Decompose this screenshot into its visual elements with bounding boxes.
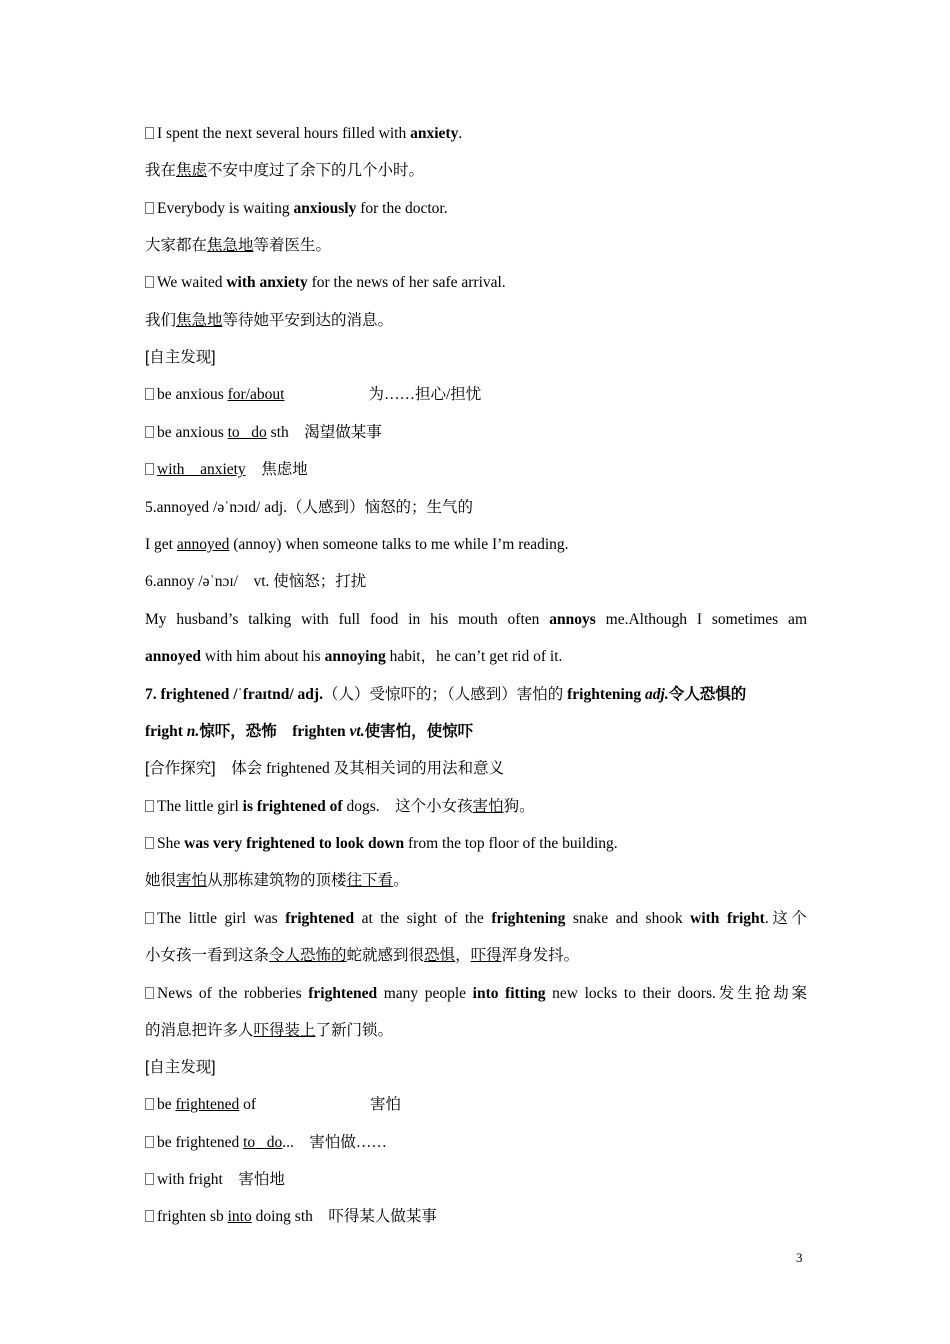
bullet-box-icon — [145, 1136, 154, 1148]
bullet-box-icon — [145, 1173, 154, 1185]
example-anxiously-en: Everybody is waiting anxiously for the doctor. — [145, 198, 807, 220]
example-frightened-of: The little girl is frightened of dogs. 这个小女孩害怕狗。 — [145, 796, 807, 818]
bullet-box-icon — [145, 1098, 154, 1110]
example-fright-line2: 小女孩一看到这条令人恐怖的蛇就感到很恐惧，吓得浑身发抖。 — [145, 947, 580, 964]
phrase-anxious-to-do: be anxious to do sth 渴望做某事 — [145, 422, 807, 444]
example-annoys-line1: My husband’s talking with full food in his mouth often annoys me.Although I sometimes am — [145, 611, 807, 628]
bullet-box-icon — [145, 127, 154, 139]
example-fright-line1: The little girl was frightened at the sight of the frightening snake and shook with fright.这个 — [145, 908, 807, 930]
section-heading-discovery: [自主发现] — [145, 349, 216, 366]
phrase-with-anxiety: with anxiety 焦虑地 — [145, 459, 807, 481]
bullet-box-icon — [145, 837, 154, 849]
example-anxiously-zh: 大家都在焦急地等着医生。 — [145, 237, 332, 254]
example-annoys-line2: annoyed with him about his annoying habit，he can’t get rid of it. — [145, 648, 563, 665]
phrase-frighten-into: frighten sb into doing sth 吓得某人做某事 — [145, 1206, 807, 1228]
phrase-with-fright: with fright 害怕地 — [145, 1169, 807, 1191]
bullet-box-icon — [145, 202, 154, 214]
page-number: 3 — [796, 1250, 803, 1265]
example-with-anxiety-zh: 我们焦急地等待她平安到达的消息。 — [145, 312, 394, 329]
bullet-box-icon — [145, 1210, 154, 1222]
example-anxiety-zh: 我在焦虑不安中度过了余下的几个小时。 — [145, 162, 425, 179]
vocab-frightened-line1: 7. frightened /ˈfraɪtnd/ adj.（人）受惊吓的；（人感到）害怕的 frightening adj.令人恐惧的 — [145, 686, 747, 703]
vocab-annoyed: 5.annoyed /əˈnɔɪd/ adj.（人感到）恼怒的；生气的 — [145, 499, 474, 516]
example-frighten-into-line1: News of the robberies frightened many people into fitting new locks to their doors.发生抢劫案 — [145, 983, 807, 1005]
example-frightened-to-en: She was very frightened to look down from the top floor of the building. — [145, 833, 807, 855]
example-with-anxiety-en: We waited with anxiety for the news of her safe arrival. — [145, 272, 807, 294]
bullet-box-icon — [145, 912, 154, 924]
section-heading-discovery-2: [自主发现] — [145, 1059, 216, 1076]
vocab-annoy: 6.annoy /əˈnɔɪ/ vt. 使恼怒；打扰 — [145, 573, 367, 590]
bullet-box-icon — [145, 800, 154, 812]
phrase-frightened-of: be frightened of 害怕 — [145, 1094, 807, 1116]
phrase-frightened-to-do: be frightened to do... 害怕做…… — [145, 1132, 807, 1154]
bullet-box-icon — [145, 276, 154, 288]
example-anxiety-en: I spent the next several hours filled with anxiety. — [145, 123, 807, 145]
bullet-box-icon — [145, 426, 154, 438]
vocab-frightened-line2: fright n.惊吓，恐怖 frighten vt.使害怕，使惊吓 — [145, 723, 474, 740]
section-heading-cooperation: [合作探究] 体会 frightened 及其相关词的用法和意义 — [145, 760, 505, 777]
phrase-anxious-for: be anxious for/about 为……担心/担忧 — [145, 384, 807, 406]
example-annoyed: I get annoyed (annoy) when someone talks to me while I’m reading. — [145, 536, 569, 553]
example-frighten-into-line2: 的消息把许多人吓得装上了新门锁。 — [145, 1022, 394, 1039]
bullet-box-icon — [145, 987, 154, 999]
example-frightened-to-zh: 她很害怕从那栋建筑物的顶楼往下看。 — [145, 872, 409, 889]
bullet-box-icon — [145, 463, 154, 475]
bullet-box-icon — [145, 388, 154, 400]
